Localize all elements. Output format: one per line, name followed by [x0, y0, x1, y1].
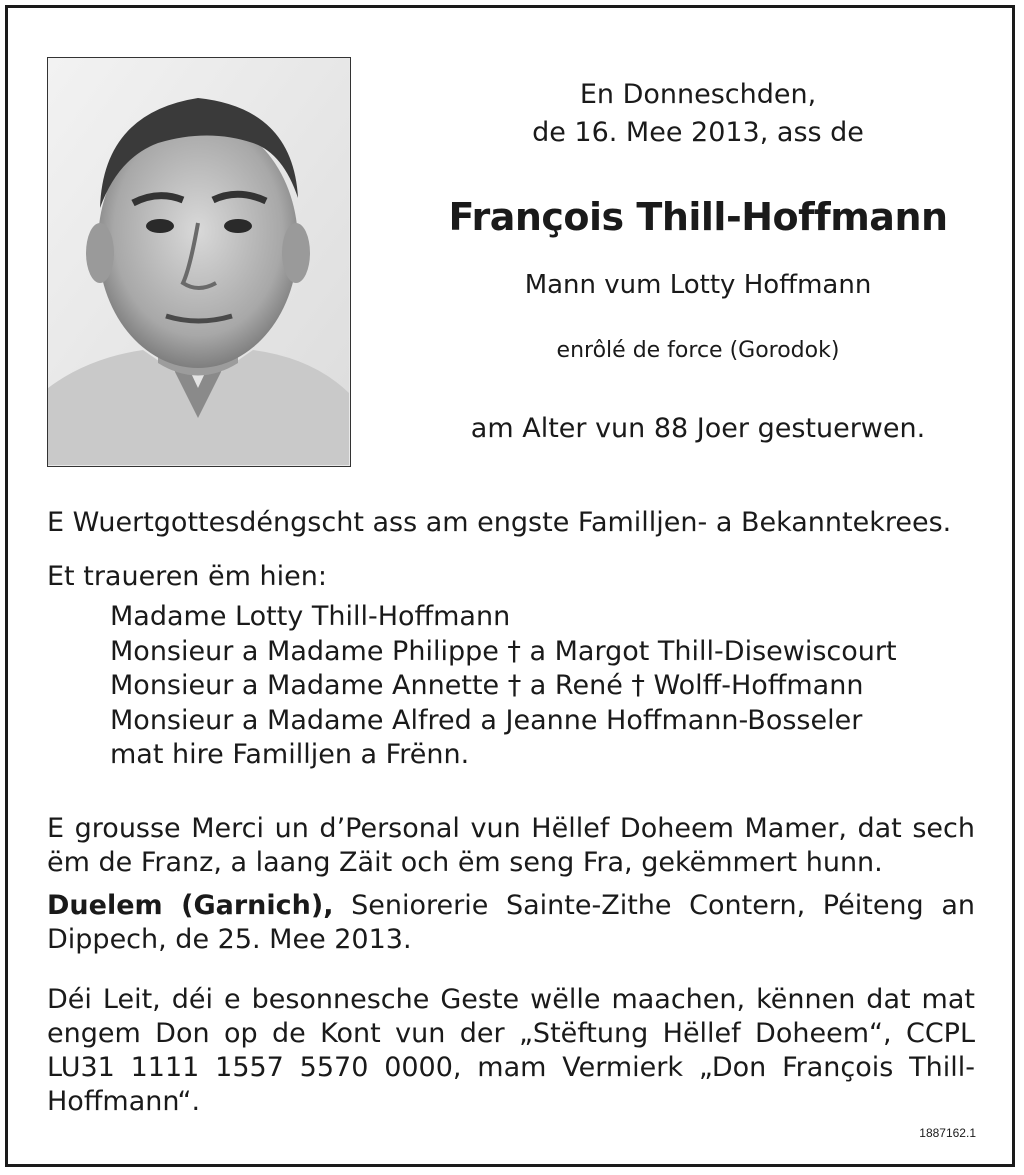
portrait-illustration: [48, 58, 349, 465]
mourners-intro: Et traueren ëm hien:: [47, 561, 327, 592]
mourners-list: [110, 600, 897, 773]
mourner-line: Monsieur a Madame Alfred a Jeanne Hoffmann-Bosseler: [110, 704, 863, 736]
deceased-name: François Thill-Hoffmann: [448, 195, 948, 239]
intro-line-1: En Donneschden,: [579, 79, 817, 110]
age-line: am Alter vun 88 Joer gestuerwen.: [470, 413, 926, 444]
intro-text: [400, 76, 996, 152]
note-line: enrôlé de force (Gorodok): [556, 338, 840, 363]
portrait-photo: [47, 57, 351, 467]
mourner-line: Madame Lotty Thill-Hoffmann: [110, 601, 511, 632]
mourner-line: mat hire Familljen a Frënn.: [110, 739, 470, 770]
mourner-line: Monsieur a Madame Philippe † a Margot Thill-Disewiscourt: [110, 635, 897, 667]
donation-paragraph: Déi Leit, déi e besonnesche Geste wëlle maachen, kënnen dat mat engem Don op de Kont vun der „Stëftung Hëllef Doheem“, CCPL LU31 1111 1557 5570 0000, mam Vermierk „Don François Thill-Hoffmann“.: [47, 984, 975, 1117]
thanks-paragraph: E grousse Merci un d’Personal vun Hëllef Doheem Mamer, dat sech ëm de Franz, a laang Zäit och ëm seng Fra, gekëmmert hunn.: [47, 813, 975, 878]
place-date-paragraph: [47, 889, 975, 957]
mourner-line: Monsieur a Madame Annette † a René † Wolff-Hoffmann: [110, 670, 864, 701]
spouse-line: Mann vum Lotty Hoffmann: [524, 270, 872, 300]
place-rest: Seniorerie Sainte-Zithe Contern, Péiteng an Dippech, de 25. Mee 2013.: [47, 890, 975, 955]
service-line: E Wuertgottesdéngscht ass am engste Familljen- a Bekanntekrees.: [47, 507, 952, 538]
reference-number: 1887162.1: [919, 1126, 976, 1140]
place-bold: Duelem (Garnich),: [47, 890, 334, 921]
intro-line-2: de 16. Mee 2013, ass de: [532, 117, 864, 148]
